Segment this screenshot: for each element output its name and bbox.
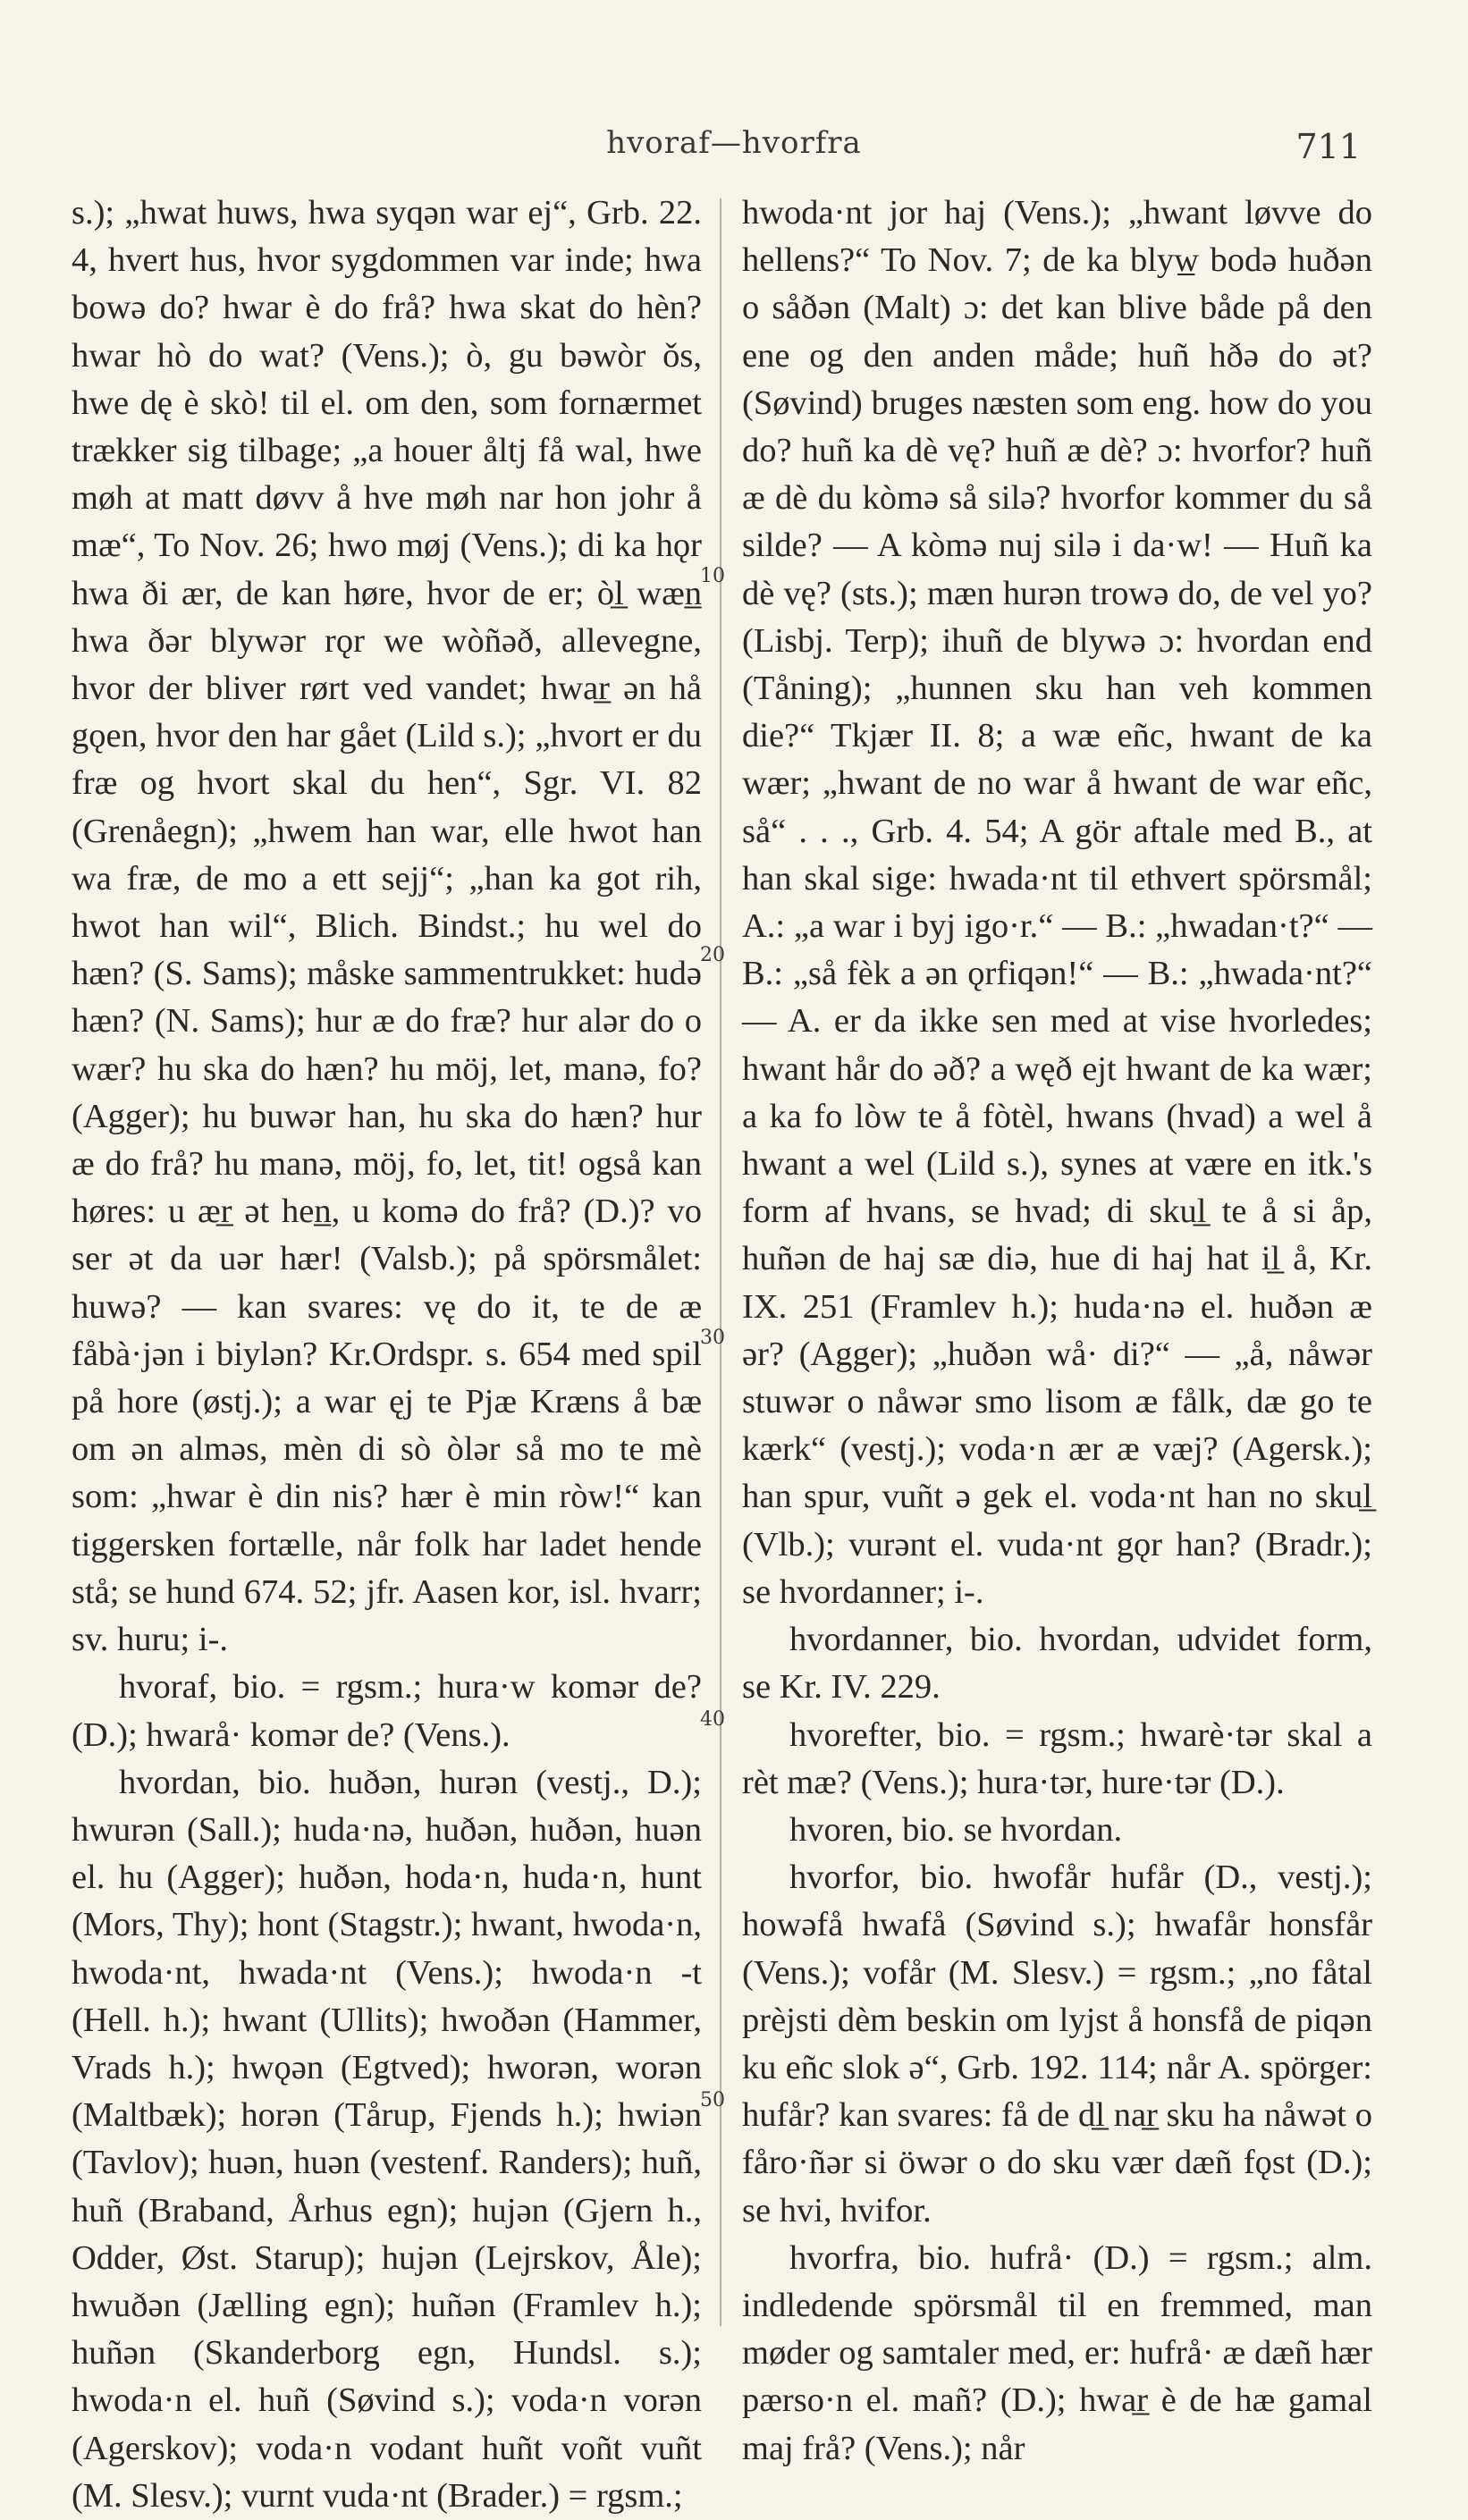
entry-continuation: s.); „hwat huws, hwa syqən war ej“, Grb. 22. 4, hvert hus, hvor sygdommen var inde; hwa bowə do? hwar è do frå? hwa skat do hèn? hwar hò do wat? (Vens.); ò, gu bəwòr ǒs, hwe dę è skò! til el. om den, som fornærmet trækker sig tilbage; „a houer åltj få wal, hwe møh at matt døvv å hve møh nar hon johr å mæ“, To Nov. 26; hwo møj (Vens.); di ka hǫr hwa ði ær, de kan høre, hvor de er; òl̲ wæn̲ hwa ðər blywər rǫr we wòñəð, allevegne, hvor der bliver rørt ved vandet; hwar̲ ən hå gǫen, hvor den har gået (Lild s.); „hvort er du fræ og hvort skal du hen“, Sgr. VI. 82 (Grenåegn); „hwem han war, elle hwot han wa fræ, de mo a ett sejj“; „han ka got rih, hwot han wil“, Blich. Bindst.; hu wel do hæn? (S. Sams); måske sammentrukket: hudə hæn? (N. Sams); hur æ do fræ? hur alər do o wær? hu ska do hæn? hu möj, let, manə, fo? (Agger); hu buwər han, hu ska do hæn? hur æ do frå? hu manə, möj, fo, let, tit! også kan høres: u ær̲ ət hen̲, u komə do frå? (D.)? vo ser ət da uər hær! (Valsb.); på spörsmålet: huwə? — kan svares: vę do it, te de æ fåbà·jən i biylən? Kr.Ordspr. s. 654 med spil på hore (østj.); a war ęj te Pjæ Kræns å bæ om ən alməs, mèn di sò òlər så mo te mè som: „hwar è din nis? hær è min ròw!“ kan tiggersken fortælle, når folk har ladet hende stå; se hund 674. 52; jfr. Aasen kor, isl. hvarr; sv. huru; i-.: [72, 194, 702, 1659]
entry-hvorefter: hvorefter, bio. = rgsm.; hwarè·tər skal a rèt mæ? (Vens.); hura·tər, hure·tər (D.).: [742, 1715, 1372, 1801]
entry-hvorfra: hvorfra, bio. hufrå· (D.) = rgsm.; alm. indledende spörsmål til en fremmed, man møder og samtaler med, er: hufrå· æ dæñ hær pærso·n el. mañ? (D.); hwar̲ è de hæ gamal maj frå? (Vens.); når: [742, 2238, 1372, 2467]
line-number: 40: [700, 1708, 725, 1731]
left-column: [72, 190, 702, 2520]
page-number: 711: [1295, 127, 1361, 166]
entry-hvordan-continued: hwoda·nt jor haj (Vens.); „hwant løvve do hellens?“ To Nov. 7; de ka blyw̲ bodə huðən o såðən (Malt) ɔ: det kan blive både på den ene og den anden måde; huñ hðə do ət? (Søvind) bruges næsten som eng. how do you do? huñ ka dè vę? huñ æ dè? ɔ: hvorfor? huñ æ dè du kòmə så silə? hvorfor kommer du så silde? — A kòmə nuj silə i da·w! — Huñ ka dè vę? (sts.); mæn hurən trowə do, de vel yo? (Lisbj. Terp); ihuñ de blywə ɔ: hvordan end (Tåning); „hunnen sku han veh kommen die?“ Tkjær II. 8; a wæ eñc, hwant de ka wær; „hwant de no war å hwant de war eñc, så“ . . ., Grb. 4. 54; A gör aftale med B., at han skal sige: hwada·nt til ethvert spörsmål; A.: „a war i byj igo·r.“ — B.: „hwadan·t?“ — B.: „så fèk a ən ǫrfiqən!“ — B.: „hwada·nt?“ — A. er da ikke sen med at vise hvorledes; hwant hår do əð? a węð ejt hwant de ka wær; a ka fo lòw te å fòtèl, hwans (hvad) a wel å hwant a wel (Lild s.), synes at være en itk.'s form af hvans, se hvad; di skul̲ te å si åp, huñən de haj sæ diə, hue di haj hat il̲ å, Kr. IX. 251 (Framlev h.); huda·nə el. huðən æ ər? (Agger); „huðən wå· di?“ — „å, nåwər stuwər o nåwər smo lisom æ fålk, dæ go te kærk“ (vestj.); voda·n ær æ væj? (Agersk.); han spur, vuñt ə gek el. voda·nt han no skul̲ (Vlb.); vurənt el. vuda·nt gǫr han? (Bradr.); se hvordanner; i-.: [742, 194, 1372, 1611]
column-divider: [720, 198, 721, 2326]
entry-hvordan: hvordan, bio. huðən, hurən (vestj., D.); hwurən (Sall.); huda·nə, huðən, huðən, huən el. hu (Agger); huðən, hoda·n, huda·n, hunt (Mors, Thy); hont (Stagstr.); hwant, hwoda·n, hwoda·nt, hwada·nt (Vens.); hwoda·n -t (Hell. h.); hwant (Ullits); hwoðən (Hammer, Vrads h.); hwǫən (Egtved); hworən, worən (Maltbæk); horən (Tårup, Fjends h.); hwiən (Tavlov); huən, huən (vestenf. Randers); huñ, huñ (Braband, Århus egn); hujən (Gjern h., Odder, Øst. Starup); hujən (Lejrskov, Åle); hwuðən (Jælling egn); huñən (Framlev h.); huñən (Skanderborg egn, Hundsl. s.); hwoda·n el. huñ (Søvind s.); voda·n vorən (Agerskov); voda·n vodant huñt voñt vuñt (M. Slesv.); vurnt vuda·nt (Brader.) = rgsm.;: [72, 1763, 702, 2515]
line-number: 10: [700, 565, 725, 587]
line-number: 30: [700, 1327, 725, 1349]
entry-hvorfor: hvorfor, bio. hwofår hufår (D., vestj.); howəfå hwafå (Søvind s.); hwafår honsfår (Vens.); vofår (M. Slesv.) = rgsm.; „no fåtal prèjsti dèm beskin om lyjst å honsfå de piqən ku eñc slok ə“, Grb. 192. 114; når A. spörger: hufår? kan svares: få de dl̲ nar̲ sku ha nåwət o fåro·ñər si öwər o do sku vær dæñ fǫst (D.); se hvi, hvifor.: [742, 1858, 1372, 2229]
entry-hvoraf: hvoraf, bio. = rgsm.; hura·w komər de? (D.); hwarå· komər de? (Vens.).: [72, 1668, 702, 1754]
right-column: [742, 190, 1372, 2473]
entry-hvoren: hvoren, bio. se hvordan.: [789, 1810, 1123, 1849]
line-number: 50: [700, 2089, 725, 2111]
running-head: hvoraf—hvorfra: [606, 125, 862, 161]
line-number: 20: [700, 944, 725, 966]
entry-hvordanner: hvordanner, bio. hvordan, udvidet form, se Kr. IV. 229.: [742, 1621, 1372, 1707]
page-header: [0, 125, 1468, 170]
